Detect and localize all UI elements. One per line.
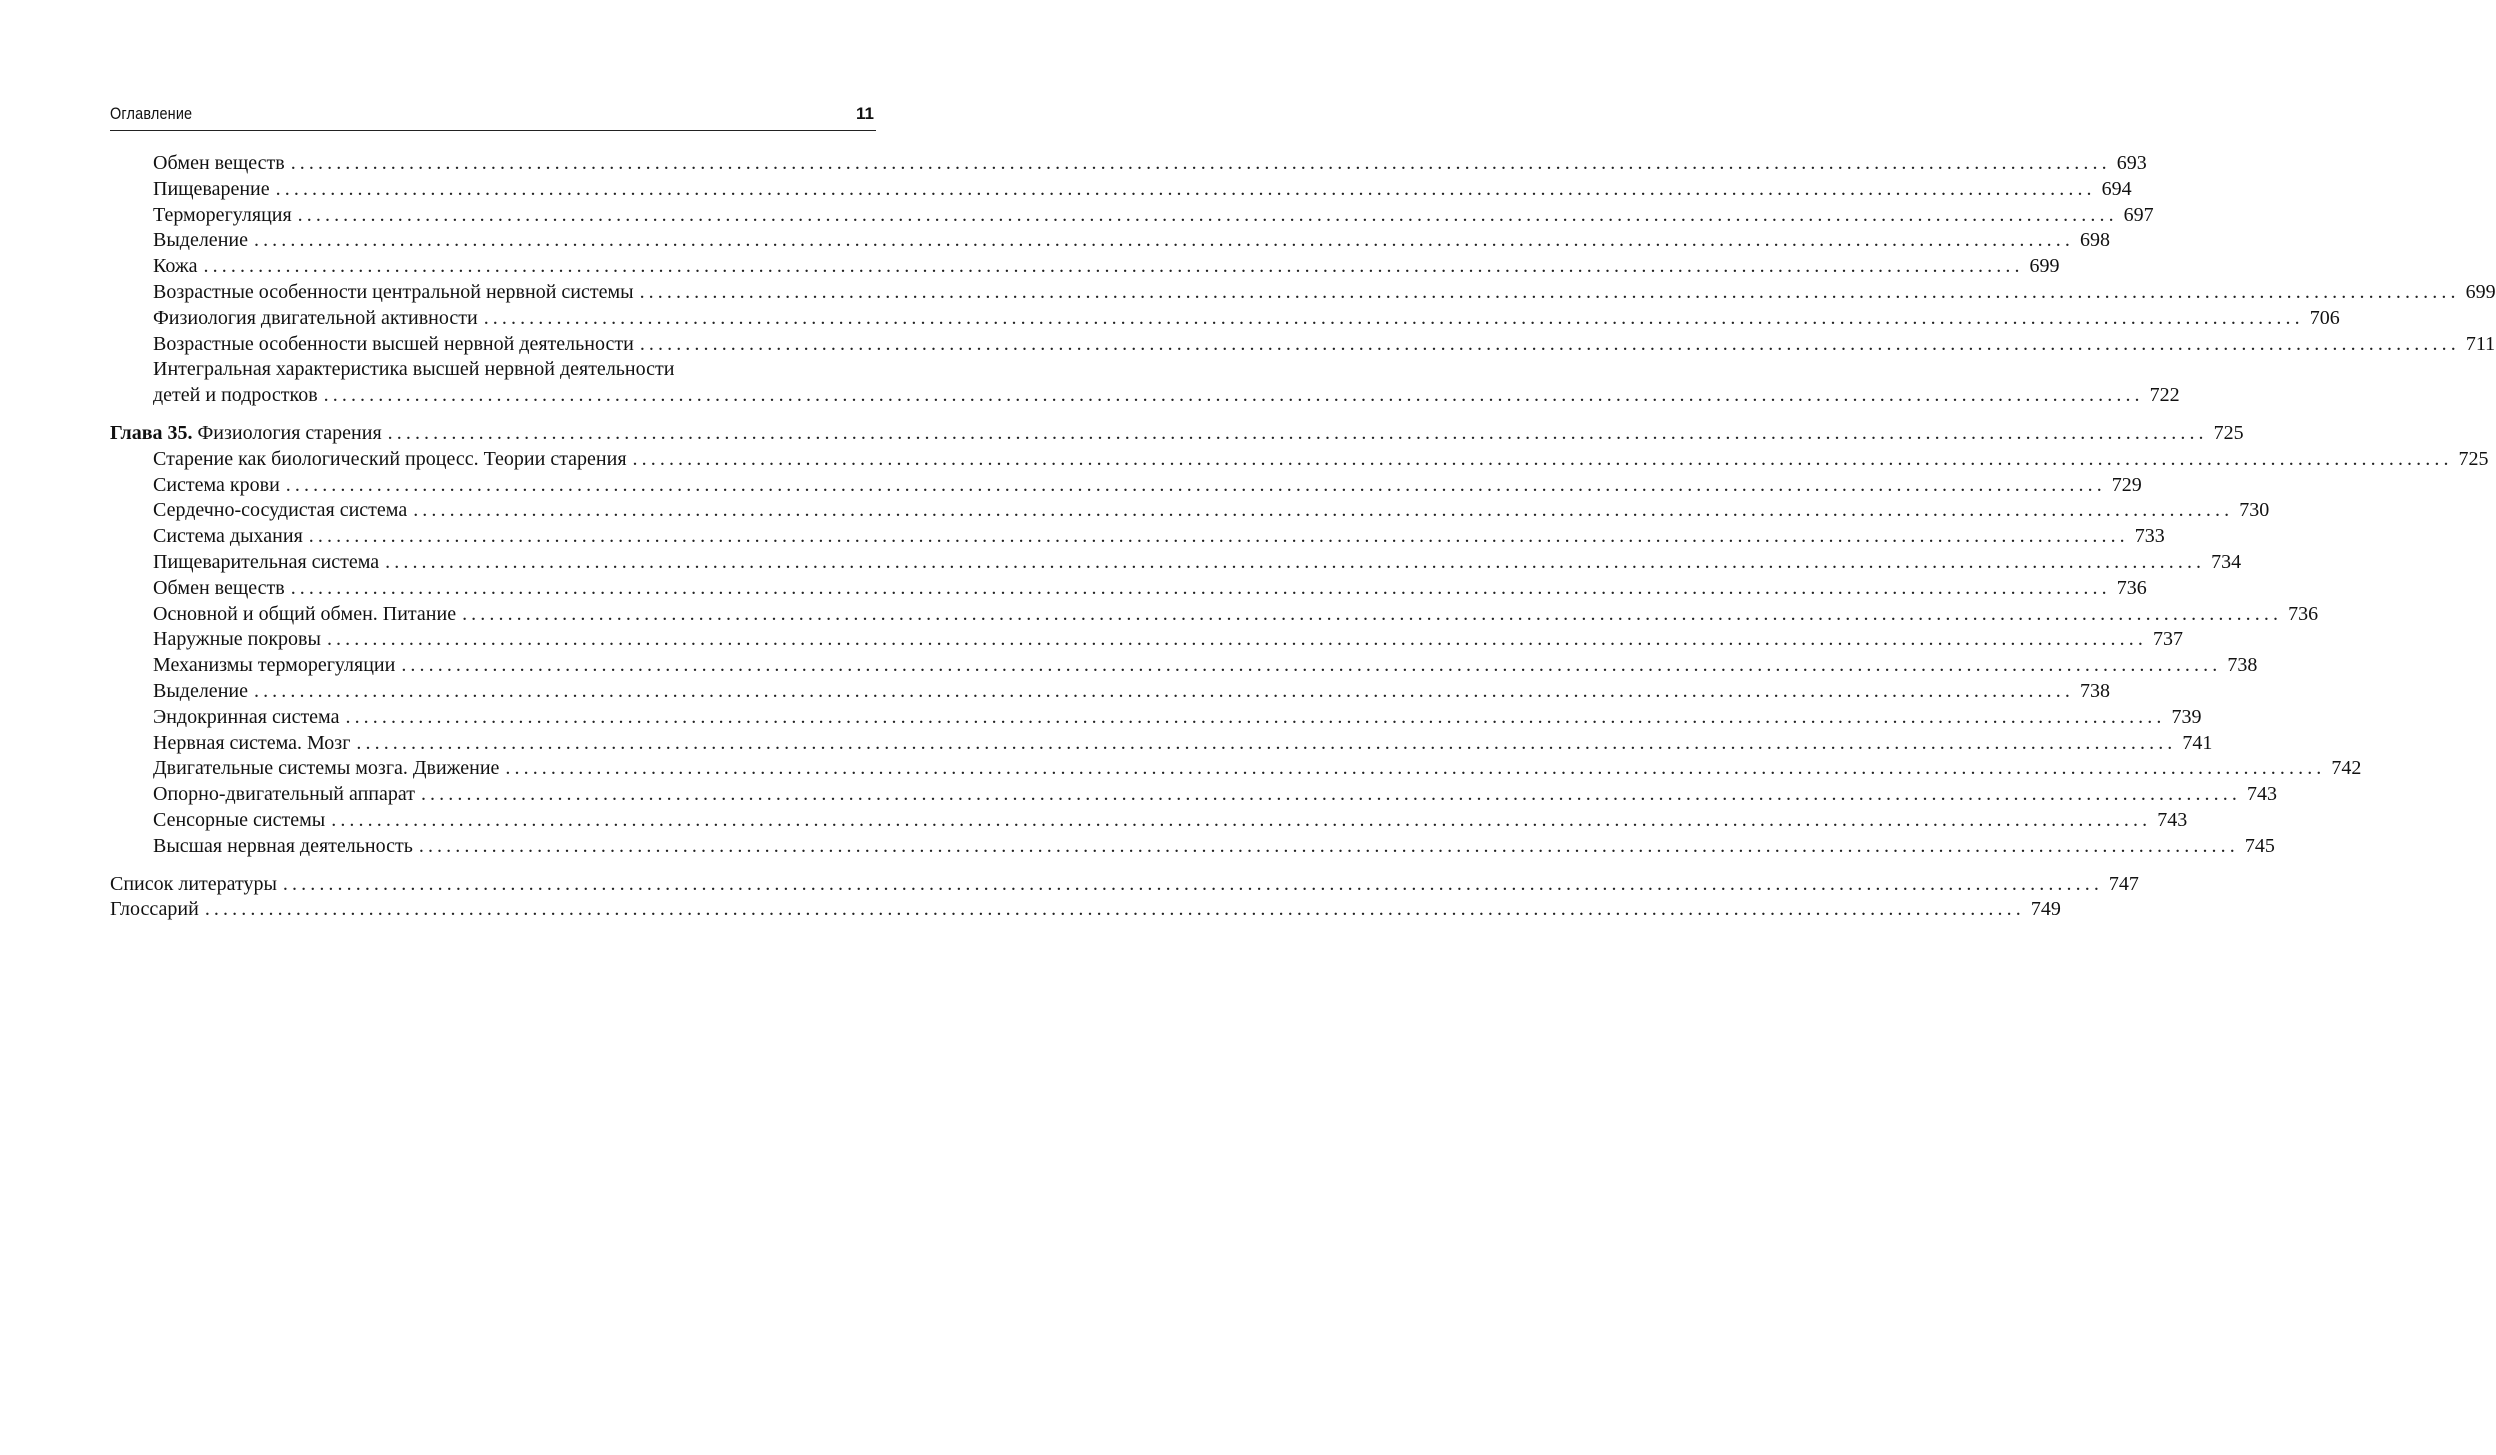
toc-entry-page: 722 [2149, 384, 2180, 407]
toc-entry-title: Глоссарий [110, 898, 199, 921]
toc-entry-title: Нервная система. Мозг [153, 731, 351, 754]
dot-leader: ........................................................................................................................................................................................................ [275, 177, 2096, 200]
toc-entry-page: 693 [2116, 152, 2147, 174]
dot-leader: ........................................................................................................................................................................................................ [290, 152, 2111, 174]
toc-entry-title: Возрастные особенности центральной нервной системы [153, 280, 634, 303]
toc-entry[interactable] [110, 834, 2275, 860]
dot-leader: ........................................................................................................................................................................................................ [385, 550, 2206, 573]
dot-leader: ........................................................................................................................................................................................................ [356, 731, 2177, 754]
toc-group-chapter-35 [110, 421, 2489, 860]
toc-entry-title: Сердечно-сосудистая система [153, 499, 408, 522]
dot-leader: ........................................................................................................................................................................................................ [290, 576, 2111, 599]
toc-entry[interactable] [110, 524, 2165, 550]
toc-entry-title: Сенсорные системы [153, 808, 326, 831]
toc-entry[interactable] [110, 602, 2319, 628]
toc-entry-title: Выделение [153, 229, 248, 252]
toc-entry-page: 706 [2309, 306, 2340, 329]
dot-leader: ........................................................................................................................................................................................................ [308, 525, 2129, 548]
toc-entry-page: 745 [2244, 834, 2275, 857]
dot-leader: ........................................................................................................................................................................................................ [253, 679, 2074, 702]
toc-entry[interactable] [110, 254, 2060, 280]
toc-entry-title: Двигательные системы мозга. Движение [153, 757, 500, 780]
toc-entry-page: 743 [2157, 808, 2188, 831]
toc-entry-page: 699 [2029, 255, 2060, 278]
toc-entry-page: 730 [2239, 499, 2270, 522]
toc-entry-page: 698 [2079, 229, 2110, 252]
toc-entry[interactable] [110, 498, 2270, 524]
toc-entry-title: Кожа [153, 255, 198, 278]
toc-entry-page: 697 [2123, 203, 2154, 226]
toc-entry-page: 736 [2116, 576, 2147, 599]
toc-entry-title: Физиология двигательной активности [153, 306, 478, 329]
toc-entry-title: Терморегуляция [153, 203, 292, 226]
dot-leader: ........................................................................................................................................................................................................ [345, 705, 2166, 728]
toc-entry-title: Пищеварительная система [153, 550, 380, 573]
toc-entry-page: 725 [2213, 421, 2244, 444]
table-of-contents [110, 151, 2496, 923]
toc-entry[interactable] [110, 550, 2242, 576]
toc-entry-title: Пищеварение [153, 177, 270, 200]
toc-entry-page: 737 [2152, 628, 2183, 651]
toc-entry-title: Система крови [153, 473, 280, 496]
toc-entry-title: Опорно-двигательный аппарат [153, 783, 415, 806]
toc-entry-page: 742 [2331, 757, 2362, 780]
toc-entry-page: 743 [2246, 783, 2277, 806]
dot-leader: ........................................................................................................................................................................................................ [505, 757, 2326, 780]
toc-entry-page: 747 [2108, 872, 2139, 895]
toc-entry-page: 739 [2171, 705, 2202, 728]
dot-leader: ........................................................................................................................................................................................................ [387, 421, 2208, 444]
toc-entry-page: 734 [2211, 550, 2242, 573]
dot-leader: ........................................................................................................................................................................................................ [420, 783, 2241, 806]
dot-leader: ........................................................................................................................................................................................................ [331, 808, 2152, 831]
dot-leader: ........................................................................................................................................................................................................ [483, 306, 2304, 329]
dot-leader: ........................................................................................................................................................................................................ [282, 872, 2103, 895]
dot-leader: ........................................................................................................................................................................................................ [323, 384, 2144, 407]
toc-entry[interactable] [110, 576, 2147, 602]
dot-leader: ........................................................................................................................................................................................................ [203, 255, 2024, 278]
toc-entry-title: Обмен веществ [153, 152, 285, 174]
toc-entry[interactable] [110, 383, 2180, 409]
toc-entry-title-line2: детей и подростков [153, 384, 318, 407]
dot-leader: ........................................................................................................................................................................................................ [326, 628, 2147, 651]
toc-entry-page: 738 [2227, 654, 2258, 677]
toc-entry[interactable] [110, 228, 2110, 254]
toc-group-back-matter [110, 872, 2139, 924]
toc-entry-title: Обмен веществ [153, 576, 285, 599]
toc-entry[interactable] [110, 705, 2202, 731]
toc-entry[interactable] [110, 756, 2362, 782]
toc-entry-title: Система дыхания [153, 525, 303, 548]
toc-entry-page: 699 [2465, 280, 2496, 303]
toc-entry[interactable] [110, 280, 2496, 306]
section-title: Оглавление [110, 104, 193, 123]
toc-entry-page: 741 [2182, 731, 2213, 754]
dot-leader: ........................................................................................................................................................................................................ [204, 898, 2025, 921]
toc-entry-page: 694 [2101, 177, 2132, 200]
toc-chapter-entry[interactable] [110, 421, 2244, 447]
dot-leader: ........................................................................................................................................................................................................ [413, 499, 2234, 522]
chapter-label: Глава 35. [110, 421, 193, 444]
dot-leader: ........................................................................................................................................................................................................ [253, 229, 2074, 252]
page-number: 11 [856, 104, 874, 123]
toc-entry-title: Выделение [153, 679, 248, 702]
toc-entry-page: 725 [2458, 447, 2489, 470]
dot-leader: ........................................................................................................................................................................................................ [632, 447, 2453, 470]
toc-entry-title: Список литературы [110, 872, 277, 895]
running-head [110, 104, 876, 131]
toc-entry-page: 729 [2111, 473, 2142, 496]
toc-entry-page: 736 [2288, 602, 2319, 625]
chapter-title: Физиология старения [197, 421, 382, 444]
dot-leader: ........................................................................................................................................................................................................ [418, 834, 2239, 857]
toc-entry-title: Наружные покровы [153, 628, 321, 651]
toc-entry-title: Основной и общий обмен. Питание [153, 602, 457, 625]
toc-entry[interactable] [110, 447, 2489, 473]
toc-entry-title: Эндокринная система [153, 705, 340, 728]
toc-entry-title: Возрастные особенности высшей нервной деятельности [153, 332, 634, 355]
toc-entry-title-line1[interactable]: Интегральная характеристика высшей нервной деятельности [153, 358, 675, 381]
toc-entry[interactable] [110, 782, 2277, 808]
toc-entry[interactable] [110, 653, 2258, 679]
toc-entry-page: 738 [2079, 679, 2110, 702]
toc-entry[interactable] [110, 473, 2142, 499]
toc-entry-page: 711 [2465, 332, 2496, 355]
toc-entry-page: 749 [2030, 898, 2061, 921]
toc-entry-title: Старение как биологический процесс. Теории старения [153, 447, 627, 470]
toc-entry[interactable] [110, 203, 2154, 229]
toc-entry-title: Механизмы терморегуляции [153, 654, 396, 677]
toc-entry[interactable] [110, 332, 2496, 358]
toc-entry[interactable] [110, 897, 2061, 923]
toc-entry[interactable] [110, 872, 2139, 898]
dot-leader: ........................................................................................................................................................................................................ [639, 280, 2460, 303]
toc-entry-title: Высшая нервная деятельность [153, 834, 413, 857]
toc-entry[interactable] [110, 731, 2213, 757]
dot-leader: ........................................................................................................................................................................................................ [401, 654, 2222, 677]
toc-entry-page: 733 [2134, 525, 2165, 548]
toc-entry[interactable] [110, 151, 2147, 177]
dot-leader: ........................................................................................................................................................................................................ [285, 473, 2106, 496]
toc-entry[interactable] [110, 679, 2110, 705]
toc-entry[interactable] [110, 808, 2188, 834]
toc-group-chapter-34-tail [110, 151, 2496, 409]
toc-entry[interactable] [110, 627, 2183, 653]
toc-entry[interactable] [110, 306, 2340, 332]
dot-leader: ........................................................................................................................................................................................................ [462, 602, 2283, 625]
toc-entry[interactable] [110, 177, 2132, 203]
dot-leader: ........................................................................................................................................................................................................ [639, 332, 2460, 355]
dot-leader: ........................................................................................................................................................................................................ [297, 203, 2118, 226]
